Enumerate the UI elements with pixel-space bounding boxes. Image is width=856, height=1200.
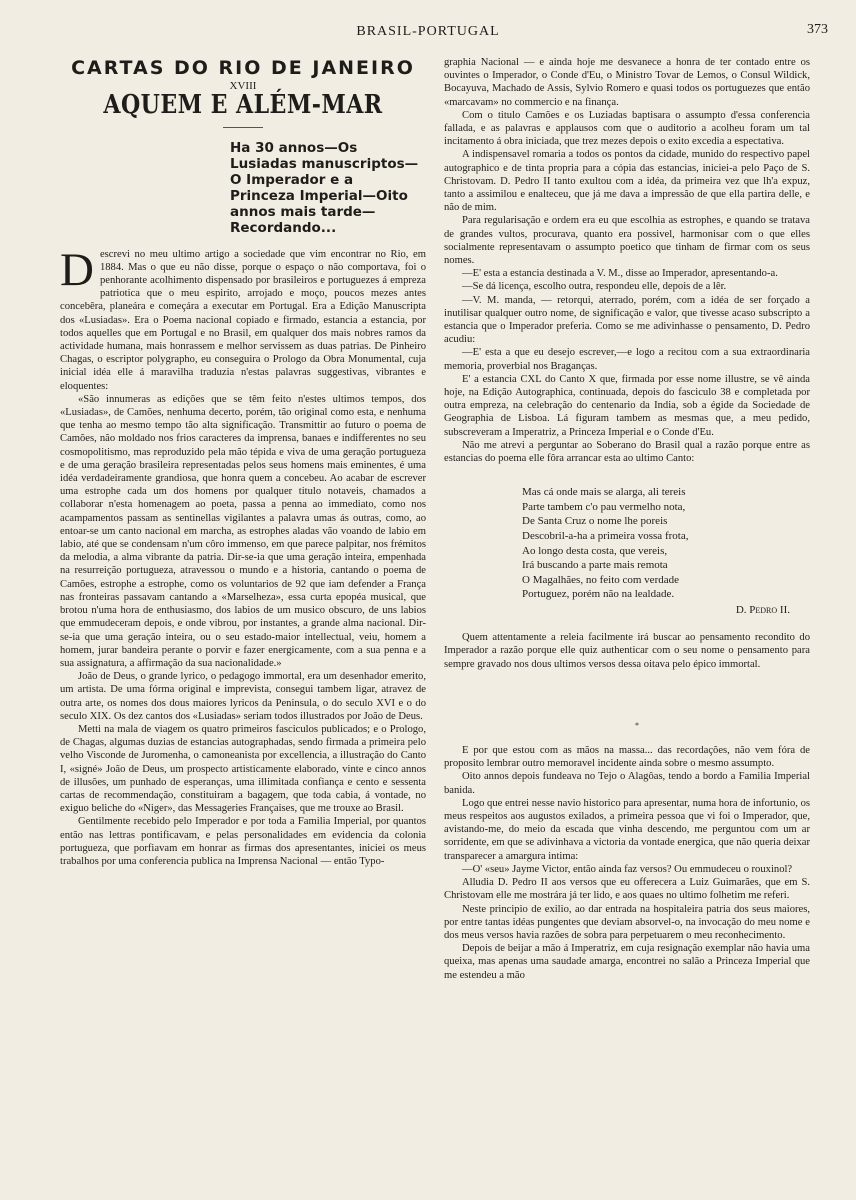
paragraph: —V. M. manda, — retorqui, aterrado, porém, com a idéa de ser forçado a inutilisar qualquer outro nome, de significação e valor, que tivesse acaso subscripto a estancia que o Imperador preferia. Como se me adivinhasse o pensamento, D. Pedro acudiu: bbox=[444, 294, 810, 346]
paragraph: —O' «seu» Jayme Victor, então ainda faz versos? Ou emmudeceu o rouxinol? bbox=[462, 863, 793, 875]
poem-stanza bbox=[522, 485, 810, 602]
drop-cap: D bbox=[60, 243, 94, 296]
left-column bbox=[60, 58, 426, 868]
paragraph: Oito annos depois fundeava no Tejo o Alagôas, tendo a bordo a Familia Imperial banida. bbox=[444, 771, 810, 796]
section-number: XVIII bbox=[229, 80, 257, 93]
poem-line: De Santa Cruz o nome lhe poreis bbox=[522, 515, 668, 528]
paragraph: Gentilmente recebido pelo Imperador e por toda a Familia Imperial, por quantos então nas lettras pontificavam, e pelas personalidades em evidencia da colonia portugueza, que porfiavam em honrar as firmas dos apresentantes, iniciei os meus trabalhos por uma conferencia publica na Imprensa Nacional — então Typo- bbox=[60, 816, 426, 867]
paragraph: —Se dá licença, escolho outra, respondeu elle, depois de a lêr. bbox=[462, 281, 727, 293]
divider-rule bbox=[223, 127, 263, 128]
poem-line: Mas cá onde mais se alarga, ali tereis bbox=[522, 486, 686, 499]
poem-line: Irá buscando a parte mais remota bbox=[522, 559, 668, 572]
paragraph: Quem attentamente a releia facilmente irá buscar ao pensamento recondito do Imperador a razão porque elle quiz authenticar com o seu nome o pensamento para sempre gravado nos dous ultimos versos dessa oitava pelo épico immortal. bbox=[444, 632, 810, 670]
paragraph: Para regularisação e ordem era eu que escolhia as estrophes, e quando se tratava de grandes vultos, procurava, quanto era possivel, harmonisar com o que elles socialmente representavam o assumpto poetico que tinham de firmar com os seus nomes. bbox=[444, 215, 810, 267]
running-title: BRASIL-PORTUGAL bbox=[356, 24, 500, 39]
paragraph: graphia Nacional — e ainda hoje me desvanece a honra de ter contado entre os ouvintes o Imperador, o Conde d'Eu, o Ministro Tovar de Lemos, o Consul Wildick, Bocayuva, Machado de Assis, Sylvio Romero e quasi todos os portuguezes que então «marcavam» no commercio e na finança. bbox=[444, 57, 810, 108]
paragraph: «São innumeras as edições que se têm feito n'estes ultimos tempos, dos «Lusiadas», de Camões, nenhuma decerto, porém, tão original como esta, e nenhuma que tenha ao mesmo tempo tão alta significação. Transmittir ao futuro o poema de Camões, não moldado nos frios caracteres da imprensa, banaes e indifferentes no seu cosmopolitismo, mas reproduzido pela mão tépida e viva de uma geração portugueza e de uma geração brasileira representadas pelos seus homens mais eminentes, é uma idéa verdadeiramente grandiosa, que honra quem a concebeu. Ao acabar de escrever uma estrophe cada um dos homens por qualquer titulo notaveis, chamados a collaborar n'esta homenagem ao poeta, passa a penna ao immediato, como nos acampamentos passam as sentinellas vigilantes a palavra umas ás outras, como, ao entoar-se um canto nacional em marcha, as estrophes aladas vão voando de labio em labio, até que se condensam n'um côro immenso, em que parece palpitar, nos frémitos da melodia, a alma vibrante da patria. Dir-se-ia que uma geração inteira, empenhada na resurreição portugueza, atravessou o mundo e a historia, cantando o poema de Camões, estrophe a estrophe, como os voluntarios de 92 que iam defender a França nas fronteiras passavam cantando a «Marselheza», essa curta epopéa musical, que brotou n'uma hora de enthusiasmo, dos labios de um musico obscuro, de uns labios que emmudeceram depois, e onde vibrou, por instantes, a grande alma nacional. Dir-se-ia que uma geração inteira, ou o seu estado-maior intellectual, veiu, homem a homem, jurar bandeira perante o porvir e fazer energicamente, com a sua penna e a sua assignatura, a affirmação da sua nacionalidade.» bbox=[60, 393, 426, 669]
paragraph: Alludia D. Pedro II aos versos que eu offerecera a Luiz Guimarães, que em S. Christovam elle me mostrára já ter lido, e aos quaes no ultimo folhetim me referi. bbox=[444, 877, 810, 902]
paragraph: —E' esta a estancia destinada a V. M., disse ao Imperador, apresentando-a. bbox=[462, 268, 778, 280]
paragraph: A indispensavel romaria a todos os pontos da cidade, munido do respectivo papel autographico e de tinta propria para a cópia das estancias, iniciei-a pelo Paço de S. Christovam. D. Pedro II tanto exultou com a idéa, da primeira vez que lh'a expuz, tanto a assimilou e enalteceu, que já me dava a impressão de que ella partira delle, e não de mim. bbox=[444, 149, 810, 214]
section-separator: * bbox=[635, 720, 639, 730]
paragraph: Neste principio de exilio, ao dar entrada na hospitaleira patria dos seus maiores, por entre tantas idéas pungentes que deviam absorvel-o, na invocação do meu nome e dos meus versos havia razões de sobra para perpetuarem o meu reconhecimento. bbox=[444, 903, 810, 941]
paragraph: Metti na mala de viagem os quatro primeiros fasciculos publicados; e o Prologo, de Chagas, algumas duzias de estancias autographadas, sendo firmada a primeira pelo velho Visconde de Juromenha, o camoneanista por excellencia, a illustração do Canto I, «signé» João de Deus, um prospecto artisticamente elaborado, vinte e cinco annos de illusões, um punhado de esperanças, uma illimitada confiança e cento e sessenta cartas de recommendação, constituiram a bagagem, que toda cabia, á vontade, no exiguo beliche do «Niger», das Messageries Françaises, que me trouxe ao Brasil. bbox=[60, 723, 426, 815]
paragraph: E' a estancia CXL do Canto X que, firmada por esse nome illustre, se vê ainda hoje, na Edição Autographica, continuada, depois do fasciculo 38 e completada por outra empreza, na celebração do centenario da India, sob a égide da Sociedade de Geographia de Lisboa. Lá figuram tambem as mesmas que, a meu pedido, subscreveram a Imperatriz, a Princeza Imperial e o Conde d'Eu. bbox=[444, 373, 810, 438]
paragraph bbox=[60, 243, 426, 393]
paragraph: Não me atrevi a perguntar ao Soberano do Brasil qual a razão porque entre as estancias do poema elle fôra arrancar esta ao ultimo Canto: bbox=[444, 439, 810, 465]
paragraph-text: escrevi no meu ultimo artigo a sociedade que vim encontrar no Rio, em 1884. Mas o que eu não disse, porque o espaço o não comportava, foi o penhorante acolhimento dispensado por brasileiros e portuguezes á empreza patriotica que o meu espirito, arrojado e moço, poucos mezes antes concebêra, planeára e começára a executar em Portugal. Era a Edição Manuscripta dos «Lusiadas». Era o Poema nacional copiado e firmado, estancia a estancia, por todos aquelles que em Portugal e no Brasil, em qualquer dos mais nobres ramos da actividade humana, mais honrassem e melhor servissem as duas patrias. De Pinheiro Chagas, o escriptor polygrapho, eu conseguira o Prologo da Obra Monumental, cuja inicial idéa elle á maravilha traduzia n'estas palavras suggestivas, vibrantes e eloquentes: bbox=[60, 248, 426, 392]
article-summary: Ha 30 annos—Os Lusiadas manuscriptos—O Imperador e a Princeza Imperial—Oito annos mais tarde—Recordando... bbox=[230, 139, 419, 236]
paragraph: Com o titulo Camões e os Luziadas baptisara o assumpto d'essa conferencia fallada, e as palavras e applausos com que o auditorio a acolheu foram um tal incitamento á obra iniciada, que trez mezes depois o exito excedia a espectativa. bbox=[444, 109, 810, 148]
paragraph: —E' esta a que eu desejo escrever,—e logo a recitou com a sua extraordinaria memoria, proverbial nos Braganças. bbox=[444, 347, 810, 372]
paragraph: E por que estou com as mãos na massa... das recordações, não vem fóra de proposito lembrar outro memoravel incidente ainda sobre o mesmo assumpto. bbox=[444, 745, 810, 770]
section-title: CARTAS DO RIO DE JANEIRO bbox=[71, 57, 415, 79]
right-column bbox=[444, 56, 810, 982]
article-title: AQUEM E ALÉM-MAR bbox=[103, 90, 383, 121]
poem-line: Descobril-a-ha a primeira vossa frota, bbox=[522, 530, 689, 543]
poem-line: Ao longo desta costa, que vereis, bbox=[522, 544, 668, 557]
paragraph: Depois de beijar a mão á Imperatriz, em cuja resignação exemplar não havia uma queixa, mas apenas uma saudade amarga, encontrei no salão a Princeza Imperial que me estendeu a mão bbox=[444, 943, 810, 981]
poem-line: O Magalhães, no feito com verdade bbox=[522, 573, 679, 586]
paragraph: João de Deus, o grande lyrico, o pedagogo immortal, era um desenhador emerito, um artista. De uma fórma original e imprevista, consegui tambem ligar, atravez de outra arte, os nomes dos dous maiores lyricos da Peninsula, o do seculo XVI e o do seculo XIX. Os dez cantos dos «Lusiadas» seriam todos illustrados por João de Deus. bbox=[60, 671, 426, 722]
poem-line: Parte tambem c'o pau vermelho nota, bbox=[522, 500, 686, 513]
page-number: 373 bbox=[807, 22, 828, 37]
paragraph: Logo que entrei nesse navio historico para apresentar, numa hora de infortunio, os meus respeitos aos augustos exilados, a primeira pessoa que vi foi o Imperador, que, avistando-me, do meio da escada que vinha descendo, me perguntou com um ar sorridente, em que se adivinhava a victoria da vontade energica, que não queria deixar transparecer a amargura intima: bbox=[444, 797, 810, 862]
poem-signature: D. Pedro II. bbox=[735, 604, 790, 617]
poem-line: Portuguez, porém não na lealdade. bbox=[522, 588, 675, 601]
